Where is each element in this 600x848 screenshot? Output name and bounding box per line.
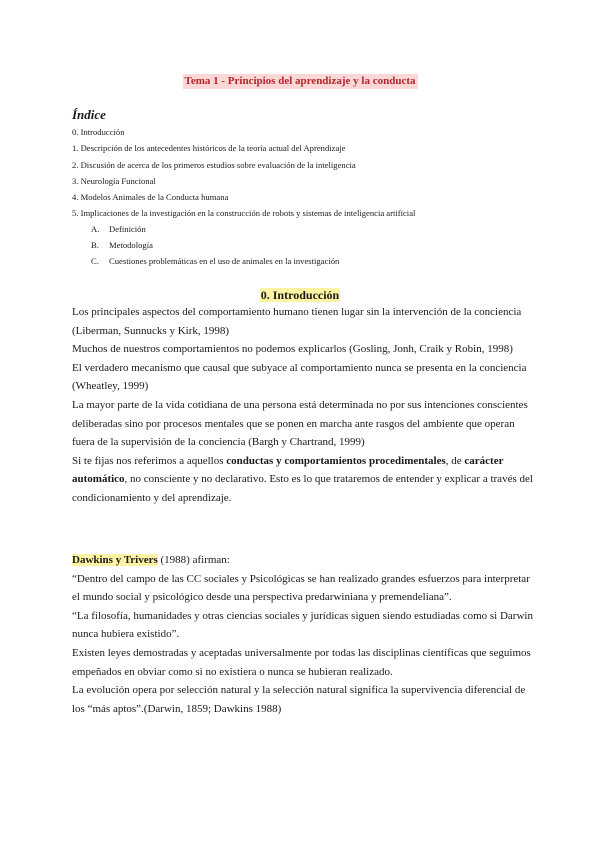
- index-item: 4. Modelos Animales de la Conducta humana: [72, 192, 229, 203]
- index-item: 2. Discusión de acerca de los primeros estudios sobre evaluación de la inteligencia: [72, 159, 356, 170]
- paragraph: [72, 551, 534, 570]
- index-item: 3. Neurología Funcional: [72, 175, 156, 186]
- section-heading-container: [0, 286, 600, 304]
- sub-item-text: Metodología: [109, 240, 153, 251]
- text-run: Si te fijas nos referimos a aquellos: [72, 454, 227, 467]
- document-title: Tema 1 - Principios del aprendizaje y la conducta: [184, 75, 416, 87]
- paragraph: Muchos de nuestros comportamientos no podemos explicarlos (Gosling, Jonh, Craik y Robin, 1998): [72, 343, 513, 356]
- introduction-body: [72, 303, 534, 508]
- quote-paragraph: “La filosofía, humanidades y otras ciencias sociales y jurídicas siguen siendo estudiadas como si Darwin nunca hubiera existido”.: [72, 609, 533, 641]
- bold-text: conductas y comportamientos procedimentales: [226, 454, 446, 467]
- paragraph: Los principales aspectos del comportamiento humano tienen lugar sin la intervención de la conciencia (Liberman, Sunnucks y Kirk, 1998): [72, 306, 522, 337]
- dawkins-body: [72, 551, 534, 718]
- index-item: 1. Descripción de los antecedentes históricos de la teoría actual del Aprendizaje: [72, 143, 346, 154]
- index-item: 0. Introducción: [72, 127, 125, 137]
- quote-paragraph: “Dentro del campo de las CC sociales y Psicológicas se han realizado grandes esfuerzos para interpretar el mundo social y psicológico desde una perspectiva predarwiniana y premendeliana”.: [72, 572, 530, 604]
- paragraph: [72, 452, 534, 508]
- paragraph: La evolución opera por selección natural y la selección natural significa la supervivencia diferencial de los “más aptos”.(Darwin, 1859; Dawkins 1988): [72, 684, 526, 715]
- paragraph: Existen leyes demostradas y aceptadas universalmente por todas las disciplinas científicas que seguimos empeñados en obviar como si no existiera o nunca se hubieran realizado.: [72, 646, 531, 678]
- title-container: [0, 71, 600, 89]
- text-run: , de: [445, 454, 465, 467]
- index-sub-item: [91, 237, 339, 253]
- paragraph: El verdadero mecanismo que causal que subyace al comportamiento nunca se presenta en la conciencia (Wheatley, 1999): [72, 361, 527, 393]
- index-list: [72, 124, 542, 222]
- index-item: 5. Implicaciones de la investigación en la construcción de robots y sistemas de inteligencia artificial: [72, 208, 416, 219]
- bold-text: carácter automático: [72, 454, 504, 486]
- index-sub-item: [91, 221, 339, 237]
- sub-item-letter: C.: [91, 256, 99, 267]
- paragraph: La mayor parte de la vida cotidiana de una persona está determinada no por sus intenciones conscientes deliberadas sino por procesos mentales que se ponen en marcha ante rasgos del ambiente que operan fuera de la supervisión de la conciencia (Bargh y Chartrand, 1999): [72, 398, 528, 449]
- sub-item-text: Cuestiones problemáticas en el uso de animales en la investigación: [109, 256, 340, 267]
- text-run: (1988) afirman:: [157, 554, 230, 566]
- text-run: , no consciente y no declarativo. Esto es lo que trataremos de entender y explicar a través del condicionamiento y del aprendizaje.: [72, 473, 533, 504]
- highlighted-author: Dawkins y Trivers: [72, 554, 158, 566]
- sub-item-text: Definición: [109, 224, 146, 234]
- sub-item-letter: A.: [91, 224, 100, 234]
- index-sub-item: [91, 253, 339, 269]
- index-sub-list: [91, 221, 339, 270]
- section-heading-introduccion: 0. Introducción: [260, 288, 340, 302]
- sub-item-letter: B.: [91, 240, 99, 251]
- index-heading: Índice: [72, 107, 106, 122]
